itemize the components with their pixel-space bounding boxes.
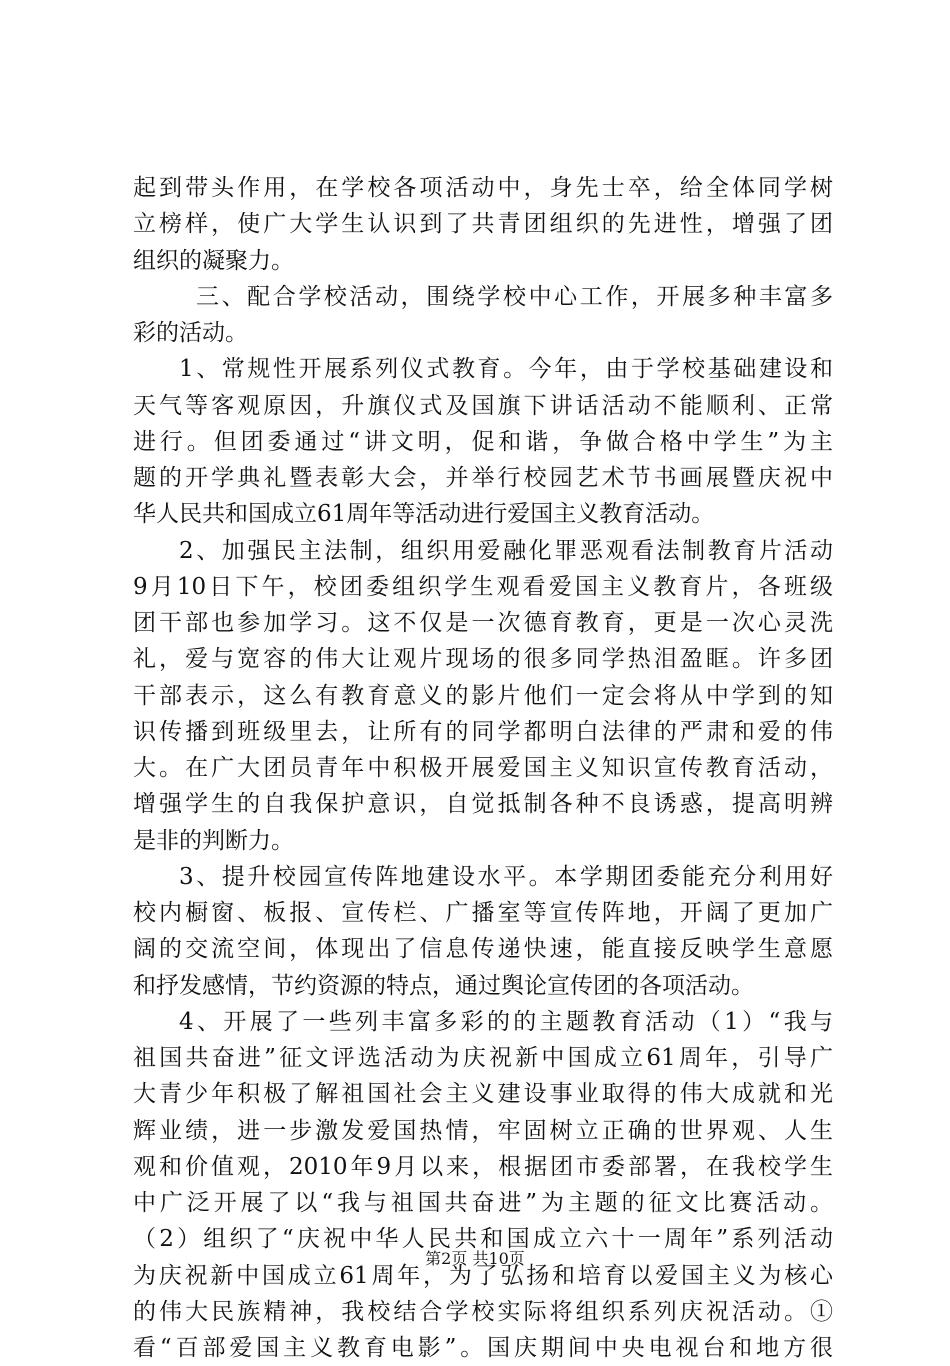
text-line: 礼，爱与宽容的伟大让观片现场的很多同学热泪盈眶。许多团: [133, 646, 833, 673]
text-line: 3、提升校园宣传阵地建设水平。本学期团委能充分利用好: [179, 863, 833, 890]
text-line: 校内橱窗、板报、宣传栏、广播室等宣传阵地，开阔了更加广: [133, 900, 833, 926]
text-line: 4、开展了一些列丰富多彩的的主题教育活动（1）“我与: [179, 1008, 833, 1035]
text-line: 阔的交流空间，体现出了信息传递快速，能直接反映学生意愿: [133, 936, 833, 963]
text-line: 观和价值观，2010年9月以来，根据团市委部署，在我校学生: [133, 1153, 833, 1180]
text-line: 华人民共和国成立61周年等活动进行爱国主义教育活动。: [133, 501, 715, 528]
text-line: 三、配合学校活动，围绕学校中心工作，开展多种丰富多: [196, 283, 833, 310]
text-line: 干部表示，这么有教育意义的影片他们一定会将从中学到的知: [133, 682, 833, 709]
text-line: 大青少年积极了解祖国社会主义建设事业取得的伟大成就和光: [133, 1081, 833, 1108]
page-footer: 第2页 共10页: [425, 1249, 525, 1268]
text-line: 2、加强民主法制，组织用爱融化罪恶观看法制教育片活动: [179, 537, 833, 564]
text-line: 团干部也参加学习。这不仅是一次德育教育，更是一次心灵洗: [133, 610, 833, 636]
text-line: 增强学生的自我保护意识，自觉抵制各种不良诱惑，提高明辨: [133, 791, 833, 818]
text-line: 9月10日下午，校团委组织学生观看爱国主义教育片，各班级: [133, 573, 833, 600]
text-line: 1、常规性开展系列仪式教育。今年，由于学校基础建设和: [179, 356, 833, 383]
text-line: 大。在广大团员青年中积极开展爱国主义知识宣传教育活动，: [133, 755, 833, 781]
document-body: [133, 170, 833, 1366]
text-line: 和抒发感情，节约资源的特点，通过舆论宣传团的各项活动。: [133, 972, 754, 999]
text-line: 识传播到班级里去，让所有的同学都明白法律的严肃和爱的伟: [133, 718, 833, 745]
text-line: （2）组织了“庆祝中华人民共和国成立六十一周年”系列活动: [133, 1226, 833, 1253]
text-line: 起到带头作用，在学校各项活动中，身先士卒，给全体同学树: [133, 175, 833, 201]
text-line: 祖国共奋进”征文评选活动为庆祝新中国成立61周年，引导广: [133, 1045, 833, 1071]
text-line: 题的开学典礼暨表彰大会，并举行校园艺术节书画展暨庆祝中: [133, 465, 833, 491]
text-line: 天气等客观原因，升旗仪式及国旗下讲话活动不能顺利、正常: [133, 392, 833, 419]
text-line: 立榜样，使广大学生认识到了共青团组织的先进性，增强了团: [133, 211, 833, 238]
text-line: 的伟大民族精神，我校结合学校实际将组织系列庆祝活动。①: [133, 1298, 833, 1325]
text-line: 进行。但团委通过“讲文明，促和谐，争做合格中学生”为主: [133, 428, 833, 455]
text-line: 中广泛开展了以“我与祖国共奋进”为主题的征文比赛活动。: [133, 1190, 833, 1216]
text-line: 辉业绩，进一步激发爱国热情，牢固树立正确的世界观、人生: [133, 1117, 833, 1144]
text-line: 彩的活动。: [133, 320, 248, 346]
text-line: 组织的凝聚力。: [133, 247, 294, 274]
text-line: 是非的判断力。: [133, 827, 294, 854]
text-line: 为庆祝新中国成立61周年，为了弘扬和培育以爱国主义为核心: [133, 1262, 833, 1289]
text-line: 看“百部爱国主义教育电影”。国庆期间中央电视台和地方很: [133, 1335, 833, 1361]
